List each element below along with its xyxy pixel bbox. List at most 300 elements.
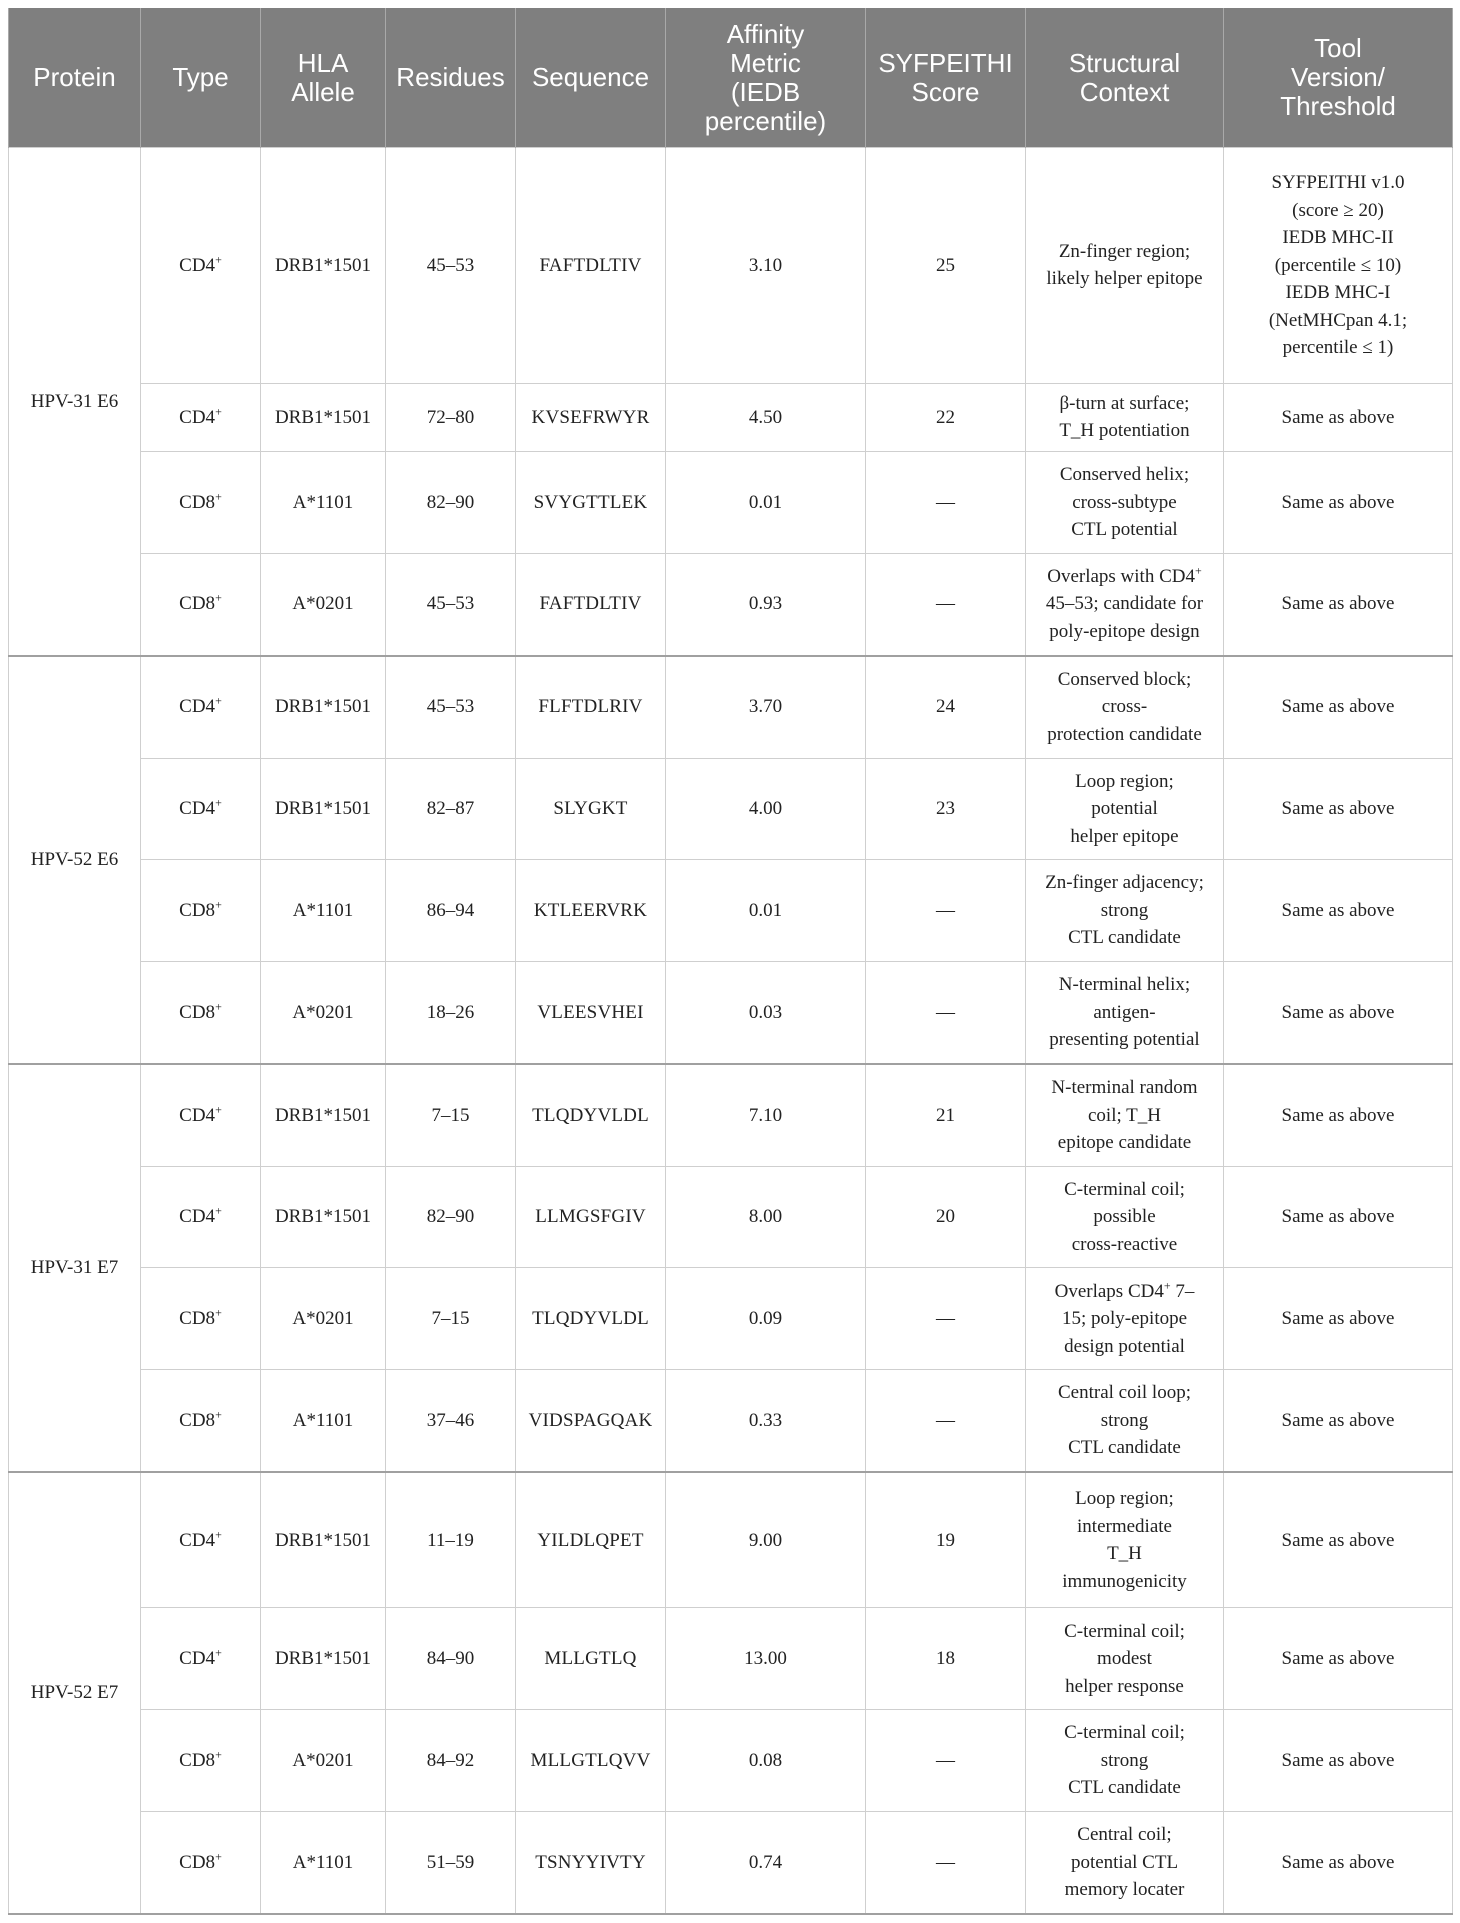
context-line: Conserved block;: [1057, 668, 1192, 690]
syfpeithi-score-cell: [866, 656, 1026, 758]
sequence-value: TLQDYVLDL: [532, 1104, 649, 1126]
tool-threshold-cell: [1224, 1166, 1453, 1268]
sequence-cell: [516, 1608, 666, 1710]
sequence-value: VIDSPAGQAK: [528, 1409, 653, 1431]
residues-value: 82–87: [426, 798, 475, 820]
structural-context-cell: [1026, 656, 1224, 758]
affinity-value: 0.33: [748, 1409, 783, 1431]
tool-line: Same as above: [1281, 798, 1395, 820]
type-cell: [141, 962, 261, 1064]
affinity-cell: [666, 1370, 866, 1472]
residues-value: 11–19: [427, 1529, 474, 1551]
context-line: strong: [1100, 1409, 1149, 1431]
sequence-value: KVSEFRWYR: [531, 406, 650, 428]
table-row: [9, 758, 1453, 860]
tool-line: Same as above: [1281, 1749, 1395, 1771]
type-superscript: +: [215, 1102, 222, 1117]
tool-threshold-cell: [1224, 962, 1453, 1064]
tool-line: (percentile ≤ 10): [1274, 254, 1402, 276]
header-line: Threshold: [1280, 91, 1396, 121]
type-superscript: +: [215, 999, 222, 1014]
sequence-value: FLFTDLRIV: [538, 696, 643, 718]
syfpeithi-score-cell: [866, 383, 1026, 451]
context-line: 15; poly-epitope: [1061, 1308, 1188, 1330]
allele-cell: [261, 860, 386, 962]
context-line: modest: [1097, 1648, 1152, 1670]
affinity-cell: [666, 962, 866, 1064]
affinity-value: 0.01: [748, 491, 783, 513]
type-superscript: +: [215, 1407, 222, 1422]
allele-value: A*0201: [292, 1749, 354, 1771]
structural-context-cell: [1026, 1268, 1224, 1370]
allele-value: DRB1*1501: [274, 254, 372, 276]
context-line: likely helper epitope: [1046, 268, 1203, 290]
header-line: Allele: [291, 76, 355, 107]
type-superscript: +: [215, 1305, 222, 1320]
structural-context-cell: [1026, 860, 1224, 962]
syfpeithi-score-cell: [866, 1268, 1026, 1370]
allele-cell: [261, 1710, 386, 1812]
syfpeithi-score-value: 21: [936, 1104, 955, 1126]
affinity-cell: [666, 1268, 866, 1370]
residues-value: 51–59: [426, 1851, 475, 1873]
allele-cell: [261, 1064, 386, 1166]
header-protein: [9, 8, 141, 148]
syfpeithi-score-cell: [866, 1710, 1026, 1812]
affinity-value: 7.10: [748, 1104, 783, 1126]
type-superscript: +: [215, 1204, 222, 1219]
table-row: [9, 1064, 1453, 1166]
header-hla-allele: [261, 8, 386, 148]
header-line: HLA: [297, 47, 349, 78]
sequence-cell: [516, 148, 666, 384]
syfpeithi-score-value: 18: [936, 1648, 955, 1670]
type-cell: [141, 1370, 261, 1472]
context-line: Overlaps with CD4: [1047, 565, 1195, 587]
sequence-cell: [516, 962, 666, 1064]
allele-value: DRB1*1501: [274, 1529, 372, 1551]
context-line: C-terminal coil;: [1064, 1722, 1185, 1744]
affinity-value: 0.03: [748, 1001, 783, 1023]
tool-line: Same as above: [1281, 1104, 1395, 1126]
syfpeithi-score-value: —: [936, 899, 955, 921]
type-value: CD4: [179, 1206, 216, 1228]
context-line: N-terminal helix;: [1058, 974, 1191, 996]
sequence-cell: [516, 1370, 666, 1472]
header-tool-version-threshold: [1224, 8, 1453, 148]
affinity-value: 3.10: [748, 254, 783, 276]
table-row: [9, 656, 1453, 758]
affinity-value: 0.08: [748, 1749, 783, 1771]
sequence-value: VLEESVHEI: [537, 1001, 644, 1023]
tool-threshold-cell: [1224, 1710, 1453, 1812]
context-line: 45–53; candidate for: [1045, 593, 1204, 615]
tool-line: Same as above: [1281, 491, 1395, 513]
type-value: CD4: [179, 696, 216, 718]
tool-threshold-cell: [1224, 1472, 1453, 1608]
sequence-value: FAFTDLTIV: [539, 593, 642, 615]
protein-cell: [9, 656, 141, 1064]
tool-line: percentile ≤ 1): [1282, 337, 1394, 359]
context-line: immunogenicity: [1062, 1570, 1187, 1592]
allele-value: A*1101: [292, 899, 354, 921]
syfpeithi-score-cell: [866, 1472, 1026, 1608]
table-row: [9, 860, 1453, 962]
type-value: CD8: [179, 1749, 216, 1771]
allele-cell: [261, 1268, 386, 1370]
context-line: β-turn at surface;: [1059, 392, 1190, 414]
sequence-value: MLLGTLQ: [544, 1648, 637, 1670]
protein-name: HPV-52 E6: [30, 849, 119, 871]
residues-value: 18–26: [426, 1001, 475, 1023]
affinity-cell: [666, 860, 866, 962]
context-line: helper response: [1065, 1675, 1184, 1697]
header-row: [9, 8, 1453, 148]
syfpeithi-score-cell: [866, 962, 1026, 1064]
type-value: CD4: [179, 1529, 216, 1551]
type-superscript: +: [215, 1645, 222, 1660]
context-line: Central coil loop;: [1058, 1382, 1191, 1404]
context-superscript: +: [1163, 1278, 1171, 1293]
sequence-cell: [516, 1811, 666, 1914]
tool-threshold-cell: [1224, 1370, 1453, 1472]
context-line: antigen-: [1093, 1001, 1156, 1023]
type-cell: [141, 553, 261, 655]
syfpeithi-score-cell: [866, 148, 1026, 384]
tool-threshold-cell: [1224, 1608, 1453, 1710]
residues-value: 84–92: [426, 1749, 475, 1771]
tool-line: Same as above: [1281, 1409, 1395, 1431]
syfpeithi-score-cell: [866, 553, 1026, 655]
context-line: CTL potential: [1071, 519, 1178, 541]
residues-cell: [386, 1472, 516, 1608]
affinity-value: 9.00: [748, 1529, 783, 1551]
affinity-cell: [666, 553, 866, 655]
table-row: [9, 1166, 1453, 1268]
header-syfpeithi-score: [866, 8, 1026, 148]
context-line: strong: [1100, 899, 1149, 921]
sequence-cell: [516, 452, 666, 554]
context-line: potential: [1091, 798, 1158, 820]
header-line: Residues: [396, 62, 505, 92]
tool-line: Same as above: [1281, 406, 1395, 428]
protein-name: HPV-31 E7: [30, 1257, 119, 1279]
syfpeithi-score-value: —: [936, 1409, 955, 1431]
residues-value: 45–53: [426, 254, 475, 276]
structural-context-cell: [1026, 1370, 1224, 1472]
type-superscript: +: [215, 795, 222, 810]
allele-cell: [261, 1370, 386, 1472]
affinity-value: 4.00: [748, 798, 783, 820]
tool-line: (score ≥ 20): [1292, 199, 1384, 221]
tool-threshold-cell: [1224, 452, 1453, 554]
type-superscript: +: [215, 404, 222, 419]
syfpeithi-score-value: 20: [936, 1206, 955, 1228]
residues-value: 86–94: [426, 899, 475, 921]
affinity-value: 0.01: [748, 899, 783, 921]
allele-value: DRB1*1501: [274, 1648, 372, 1670]
allele-value: DRB1*1501: [274, 406, 372, 428]
type-value: CD8: [179, 491, 216, 513]
context-line: potential CTL: [1070, 1851, 1179, 1873]
type-cell: [141, 1710, 261, 1812]
header-residues: [386, 8, 516, 148]
structural-context-cell: [1026, 1472, 1224, 1608]
type-superscript: +: [215, 591, 222, 606]
allele-cell: [261, 1811, 386, 1914]
type-cell: [141, 1811, 261, 1914]
sequence-cell: [516, 383, 666, 451]
syfpeithi-score-value: 22: [936, 406, 955, 428]
residues-cell: [386, 1710, 516, 1812]
context-line: CTL candidate: [1068, 1777, 1181, 1799]
structural-context-cell: [1026, 553, 1224, 655]
structural-context-cell: [1026, 1064, 1224, 1166]
tool-threshold-cell: [1224, 553, 1453, 655]
residues-value: 72–80: [426, 406, 475, 428]
context-line: design potential: [1064, 1335, 1185, 1357]
syfpeithi-score-value: 25: [936, 254, 955, 276]
allele-cell: [261, 148, 386, 384]
syfpeithi-score-cell: [866, 860, 1026, 962]
sequence-cell: [516, 553, 666, 655]
allele-value: A*1101: [292, 1409, 354, 1431]
header-line: Context: [1079, 76, 1170, 107]
syfpeithi-score-value: 24: [936, 696, 955, 718]
header-line: SYFPEITHI: [878, 47, 1013, 78]
allele-cell: [261, 452, 386, 554]
residues-cell: [386, 148, 516, 384]
affinity-value: 13.00: [744, 1648, 787, 1670]
table-row: [9, 1710, 1453, 1812]
affinity-cell: [666, 1166, 866, 1268]
tool-threshold-cell: [1224, 1064, 1453, 1166]
header-line: (IEDB: [730, 76, 801, 107]
residues-value: 7–15: [431, 1104, 470, 1126]
context-line: cross-subtype: [1072, 491, 1177, 513]
header-line: percentile): [704, 105, 827, 136]
context-line: cross-reactive: [1071, 1233, 1178, 1255]
sequence-cell: [516, 1268, 666, 1370]
context-line: C-terminal coil;: [1064, 1178, 1185, 1200]
context-superscript: +: [1194, 563, 1202, 578]
context-line: Loop region;: [1075, 1488, 1174, 1510]
type-value: CD8: [179, 593, 216, 615]
table-row: [9, 1370, 1453, 1472]
table-row: [9, 553, 1453, 655]
allele-cell: [261, 962, 386, 1064]
type-value: CD4: [179, 406, 216, 428]
structural-context-cell: [1026, 452, 1224, 554]
header-line: Tool: [1314, 33, 1362, 63]
sequence-cell: [516, 860, 666, 962]
context-line: T_H potentiation: [1059, 420, 1190, 442]
protein-name: HPV-31 E6: [30, 390, 119, 412]
syfpeithi-score-value: 23: [936, 798, 955, 820]
tool-threshold-cell: [1224, 383, 1453, 451]
context-line: cross-: [1101, 696, 1148, 718]
context-line: N-terminal random: [1051, 1077, 1198, 1099]
syfpeithi-score-cell: [866, 1608, 1026, 1710]
affinity-value: 0.93: [748, 593, 783, 615]
allele-cell: [261, 1166, 386, 1268]
type-cell: [141, 1472, 261, 1608]
tool-line: Same as above: [1281, 1206, 1395, 1228]
residues-value: 82–90: [426, 1206, 475, 1228]
context-line: strong: [1100, 1749, 1149, 1771]
sequence-value: MLLGTLQVV: [530, 1749, 651, 1771]
syfpeithi-score-cell: [866, 1166, 1026, 1268]
structural-context-cell: [1026, 148, 1224, 384]
residues-cell: [386, 553, 516, 655]
syfpeithi-score-value: —: [936, 1749, 955, 1771]
allele-value: DRB1*1501: [274, 696, 372, 718]
residues-cell: [386, 656, 516, 758]
allele-cell: [261, 383, 386, 451]
header-line: Sequence: [531, 62, 650, 92]
residues-cell: [386, 1064, 516, 1166]
type-value: CD8: [179, 1409, 216, 1431]
sequence-value: YILDLQPET: [537, 1529, 644, 1551]
affinity-cell: [666, 656, 866, 758]
protein-cell: [9, 148, 141, 656]
context-line: Central coil;: [1077, 1824, 1172, 1846]
type-value: CD8: [179, 1001, 216, 1023]
structural-context-cell: [1026, 383, 1224, 451]
context-line: Conserved helix;: [1059, 464, 1190, 486]
structural-context-cell: [1026, 1710, 1224, 1812]
residues-value: 45–53: [426, 696, 475, 718]
context-line-tail: 7–: [1170, 1280, 1195, 1302]
sequence-cell: [516, 1166, 666, 1268]
allele-cell: [261, 1608, 386, 1710]
type-cell: [141, 758, 261, 860]
allele-cell: [261, 758, 386, 860]
context-line: C-terminal coil;: [1064, 1620, 1185, 1642]
type-superscript: +: [215, 489, 222, 504]
tool-threshold-cell: [1224, 148, 1453, 384]
tool-line: SYFPEITHI v1.0: [1271, 172, 1405, 194]
context-line: Zn-finger region;: [1058, 240, 1191, 262]
residues-cell: [386, 860, 516, 962]
tool-line: Same as above: [1281, 1648, 1395, 1670]
residues-cell: [386, 962, 516, 1064]
type-value: CD8: [179, 1851, 216, 1873]
residues-value: 45–53: [426, 593, 475, 615]
context-line: epitope candidate: [1057, 1132, 1192, 1154]
context-line: CTL candidate: [1068, 1437, 1181, 1459]
type-cell: [141, 383, 261, 451]
tool-line: IEDB MHC-I: [1285, 282, 1391, 304]
syfpeithi-score-cell: [866, 1811, 1026, 1914]
sequence-cell: [516, 1710, 666, 1812]
type-cell: [141, 1268, 261, 1370]
header-affinity-metric: [666, 8, 866, 148]
context-line: helper epitope: [1070, 825, 1179, 847]
residues-value: 82–90: [426, 491, 475, 513]
epitope-table: [8, 8, 1453, 1915]
sequence-value: FAFTDLTIV: [539, 254, 642, 276]
tool-line: Same as above: [1281, 1308, 1395, 1330]
allele-value: A*0201: [292, 1001, 354, 1023]
table-row: [9, 1268, 1453, 1370]
tool-line: (NetMHCpan 4.1;: [1268, 309, 1408, 331]
context-line: possible: [1093, 1206, 1156, 1228]
tool-threshold-cell: [1224, 758, 1453, 860]
header-line: Protein: [33, 62, 116, 92]
type-cell: [141, 1166, 261, 1268]
sequence-cell: [516, 1472, 666, 1608]
context-line: protection candidate: [1047, 723, 1202, 745]
tool-threshold-cell: [1224, 656, 1453, 758]
syfpeithi-score-value: —: [936, 491, 955, 513]
type-value: CD4: [179, 1648, 216, 1670]
sequence-cell: [516, 758, 666, 860]
syfpeithi-score-value: —: [936, 1851, 955, 1873]
sequence-value: SLYGKT: [553, 798, 628, 820]
type-cell: [141, 656, 261, 758]
syfpeithi-score-value: —: [936, 593, 955, 615]
context-line: poly-epitope design: [1049, 620, 1200, 642]
tool-line: Same as above: [1281, 593, 1395, 615]
header-structural-context: [1026, 8, 1224, 148]
residues-cell: [386, 1811, 516, 1914]
residues-cell: [386, 1166, 516, 1268]
type-superscript: +: [215, 694, 222, 708]
affinity-value: 3.70: [748, 696, 783, 718]
allele-cell: [261, 553, 386, 655]
type-cell: [141, 1064, 261, 1166]
context-line: coil; T_H: [1087, 1104, 1161, 1126]
type-value: CD8: [179, 1308, 216, 1330]
protein-name: HPV-52 E7: [30, 1682, 119, 1704]
context-line: intermediate: [1077, 1515, 1172, 1537]
tool-line: Same as above: [1281, 1851, 1395, 1873]
residues-cell: [386, 383, 516, 451]
header-type: [141, 8, 261, 148]
header-sequence: [516, 8, 666, 148]
residues-value: 84–90: [426, 1648, 475, 1670]
sequence-value: TSNYYIVTY: [535, 1851, 646, 1873]
type-value: CD8: [179, 899, 216, 921]
tool-threshold-cell: [1224, 860, 1453, 962]
syfpeithi-score-cell: [866, 452, 1026, 554]
affinity-cell: [666, 383, 866, 451]
syfpeithi-score-cell: [866, 1064, 1026, 1166]
table-row: [9, 452, 1453, 554]
type-cell: [141, 860, 261, 962]
header-line: Structural: [1068, 47, 1181, 78]
table-header: [9, 8, 1453, 148]
tool-line: Same as above: [1281, 899, 1395, 921]
sequence-cell: [516, 656, 666, 758]
allele-value: DRB1*1501: [274, 798, 372, 820]
context-line: T_H: [1107, 1543, 1142, 1565]
table-row: [9, 962, 1453, 1064]
syfpeithi-score-value: —: [936, 1308, 955, 1330]
affinity-cell: [666, 758, 866, 860]
allele-value: DRB1*1501: [274, 1104, 372, 1126]
type-value: CD4: [179, 1104, 216, 1126]
affinity-cell: [666, 1064, 866, 1166]
allele-cell: [261, 1472, 386, 1608]
header-line: Score: [911, 76, 980, 107]
tool-line: IEDB MHC-II: [1282, 227, 1394, 249]
tool-threshold-cell: [1224, 1811, 1453, 1914]
syfpeithi-score-cell: [866, 758, 1026, 860]
structural-context-cell: [1026, 962, 1224, 1064]
type-cell: [141, 1608, 261, 1710]
